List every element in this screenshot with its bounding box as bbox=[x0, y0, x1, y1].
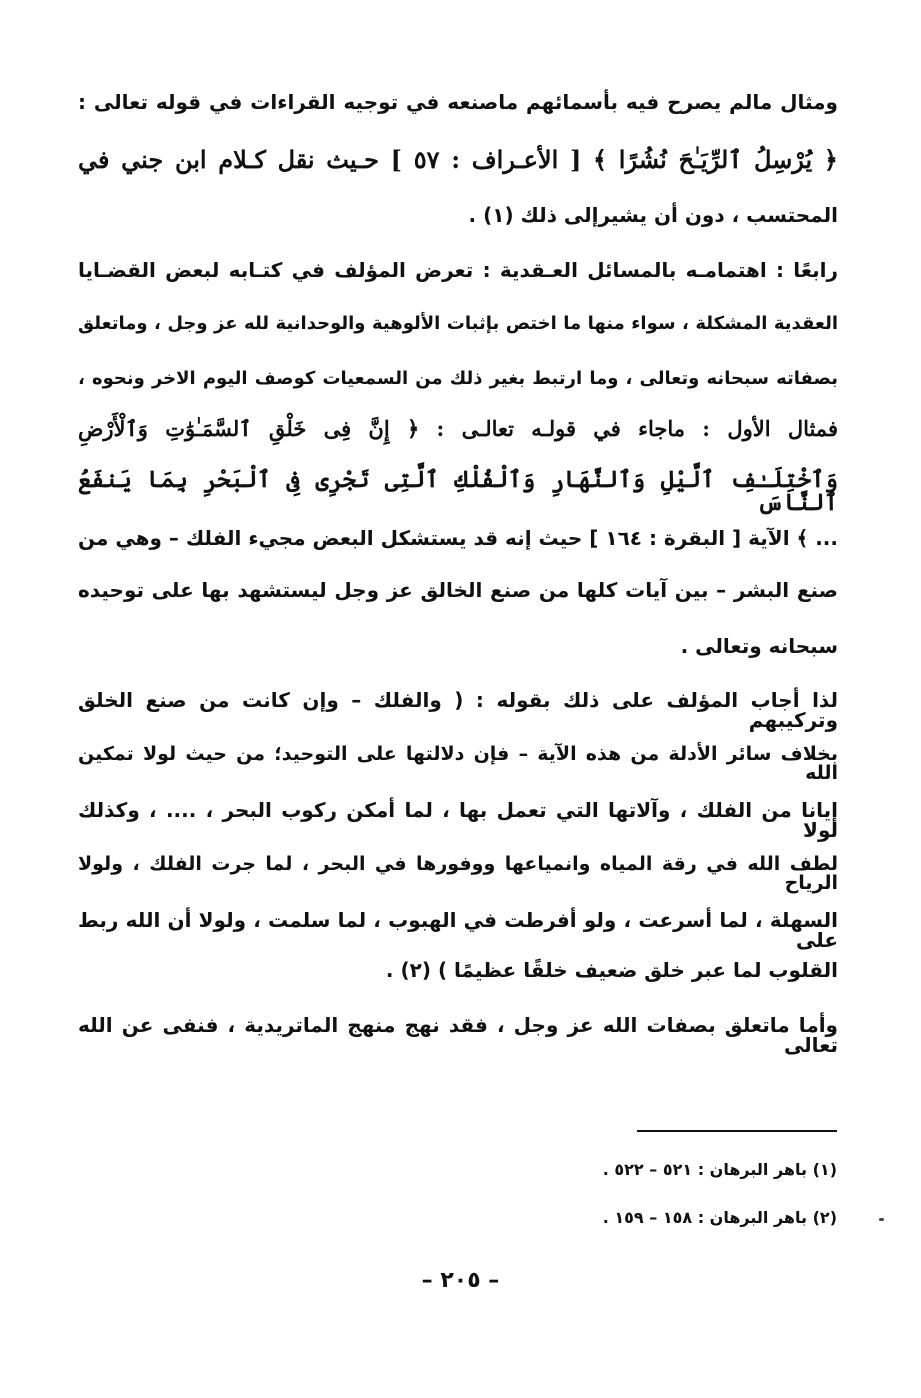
text-line: السهلة ، لما أسرعت ، ولو أفرطت في الهبوب ، لما سلمت ، ولولا أن الله ربط على bbox=[78, 908, 838, 952]
text-line: لذا أجاب المؤلف على ذلك بقوله : ( والفلك – وإن كانت من صنع الخلق وتركيبهم bbox=[78, 688, 838, 732]
footnote-separator bbox=[637, 1130, 837, 1132]
footnote: (٢) باهر البرهان : ١٥٨ – ١٥٩ . bbox=[602, 1208, 837, 1227]
text-line: صنع البشر – بين آيات كلها من صنع الخالق عز وجل ليستشهد بها على توحيده bbox=[78, 578, 838, 602]
text-line: ... ﴾ الآية [ البقرة : ١٦٤ ] حيث إنه قد يستشكل البعض مجيء الفلك – وهي من bbox=[78, 526, 838, 550]
text-line: ومثال مالم يصرح فيه بأسمائهم ماصنعه في توجيه القراءات في قوله تعالى : bbox=[78, 90, 838, 114]
text-line: المحتسب ، دون أن يشيرإلى ذلك (١) . bbox=[468, 203, 838, 227]
text-line: بصفاته سبحانه وتعالى ، وما ارتبط بغير ذلك من السمعيات كوصف اليوم الاخر ونحوه ، bbox=[78, 368, 838, 389]
quran-verse-line: ﴿ يُرْسِلُ ٱلرِّيَـٰحَ نُشُرًا ﴾ [ الأعـراف : ٥٧ ] حـيث نقل كـلام ابن جني في bbox=[78, 145, 838, 174]
quran-verse-line: فمثال الأول : ماجاء في قولـه تعالـى : ﴿ إِنَّ فِى خَلْقِ ٱلسَّمَـٰوَٰتِ وَٱلْأَرْضِ bbox=[78, 416, 838, 441]
quran-verse-line: وَٱخْتِلَـٰفِ ٱلَّيْلِ وَٱلنَّهَارِ وَٱلْفُلْكِ ٱلَّتِى تَجْرِى فِى ٱلْبَحْرِ بِمَا يَنفَعُ ٱلنَّاسَ bbox=[78, 466, 838, 516]
page-number: – ٢٠٥ – bbox=[421, 1268, 500, 1293]
text-line: بخلاف سائر الأدلة من هذه الآية – فإن دلالتها على التوحيد؛ من حيث لولا تمكين الله bbox=[78, 743, 838, 784]
text-line: وأما ماتعلق بصفات الله عز وجل ، فقد نهج منهج الماتريدية ، فنفى عن الله تعالى bbox=[78, 1013, 838, 1057]
text-line: سبحانه وتعالى . bbox=[680, 634, 838, 658]
text-line: لطف الله في رقة المياه وانمياعها ووفورها في البحر ، لما جرت الفلك ، ولولا الرياح bbox=[78, 853, 838, 894]
text-line: القلوب لما عبر خلق ضعيف خلقًا عظيمًا ) (٢) . bbox=[385, 958, 838, 982]
footnote: (١) باهر البرهان : ٥٢١ – ٥٢٢ . bbox=[602, 1160, 837, 1179]
text-line: العقدية المشكلة ، سواء منها ما اختص بإثبات الألوهية والوحدانية لله عز وجل ، وماتعلق bbox=[78, 313, 838, 334]
scan-speck bbox=[879, 1218, 884, 1221]
text-line: إيانا من الفلك ، وآلاتها التي تعمل بها ، لما أمكن ركوب البحر ، .... ، وكذلك لولا bbox=[78, 798, 838, 842]
main-text bbox=[78, 0, 838, 1100]
text-line: رابعًا : اهتمامـه بالمسائل العـقدية : تعرض المؤلف في كتـابه لبعض القضـايا bbox=[78, 258, 838, 282]
